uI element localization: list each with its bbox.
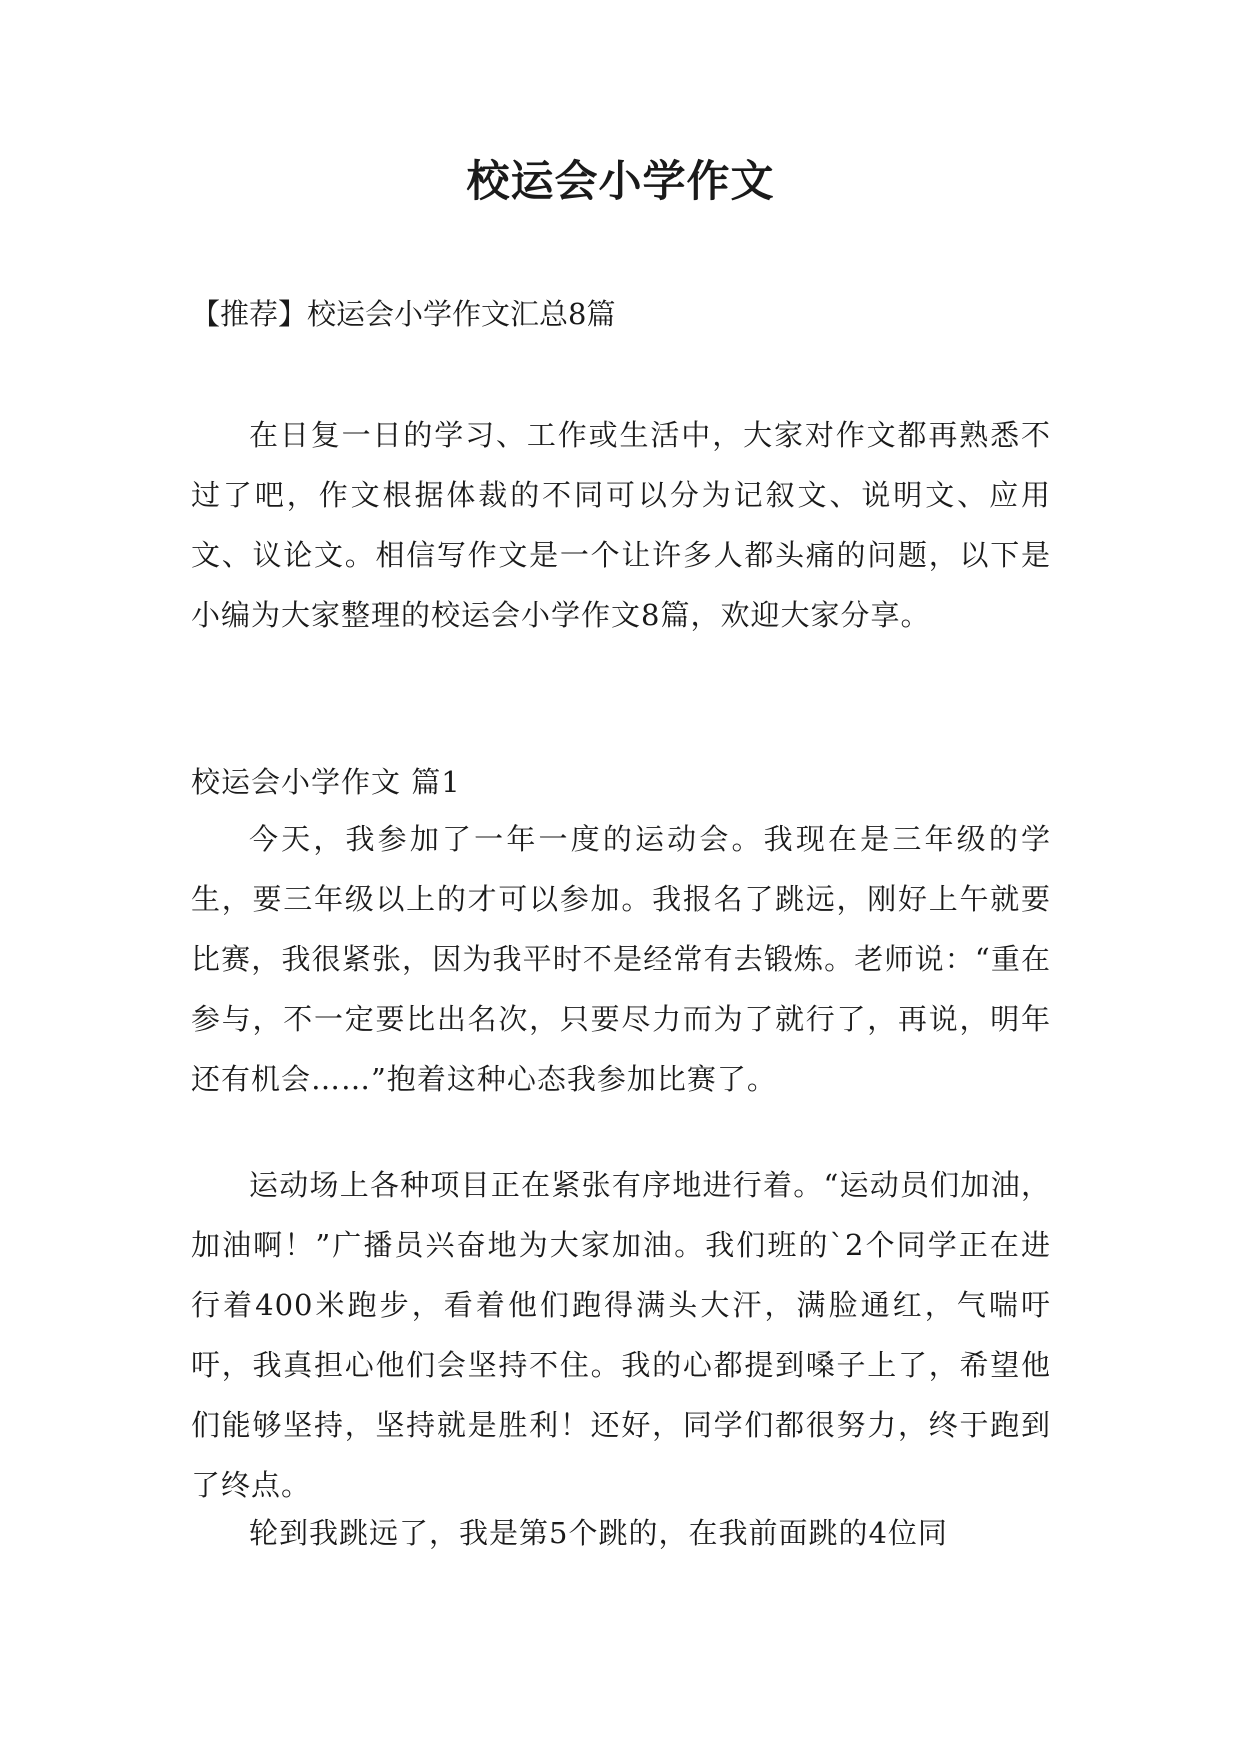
intro-paragraph <box>191 405 1051 645</box>
paragraph-text: 运动场上各种项目正在紧张有序地进行着。“运动员们加油，加油啊！”广播员兴奋地为大家加油。我们班的`2个同学正在进行着400米跑步，看着他们跑得满头大汗，满脸通红，气喘吁吁，我真担心他们会坚持不住。我的心都提到嗓子上了，希望他们能够坚持，坚持就是胜利！还好，同学们都很努力，终于跑到了终点。 <box>191 1168 1051 1502</box>
section-heading: 校运会小学作文 篇1 <box>191 765 461 799</box>
paragraph-2 <box>191 1155 1051 1515</box>
document-title: 校运会小学作文 <box>466 157 775 207</box>
paragraph-1 <box>191 809 1051 1109</box>
paragraph-text: 今天，我参加了一年一度的运动会。我现在是三年级的学生，要三年级以上的才可以参加。我报名了跳远，刚好上午就要比赛，我很紧张，因为我平时不是经常有去锻炼。老师说：“重在参与，不一定要比出名次，只要尽力而为了就行了，再说，明年还有机会……”抱着这种心态我参加比赛了。 <box>191 822 1051 1096</box>
document-subtitle: 【推荐】校运会小学作文汇总8篇 <box>191 297 616 331</box>
intro-text: 在日复一日的学习、工作或生活中，大家对作文都再熟悉不过了吧，作文根据体裁的不同可以分为记叙文、说明文、应用文、议论文。相信写作文是一个让许多人都头痛的问题，以下是小编为大家整理的校运会小学作文8篇，欢迎大家分享。 <box>191 418 1051 632</box>
paragraph-text: 轮到我跳远了，我是第5个跳的，在我前面跳的4位同 <box>249 1516 948 1550</box>
paragraph-3 <box>191 1503 1051 1563</box>
